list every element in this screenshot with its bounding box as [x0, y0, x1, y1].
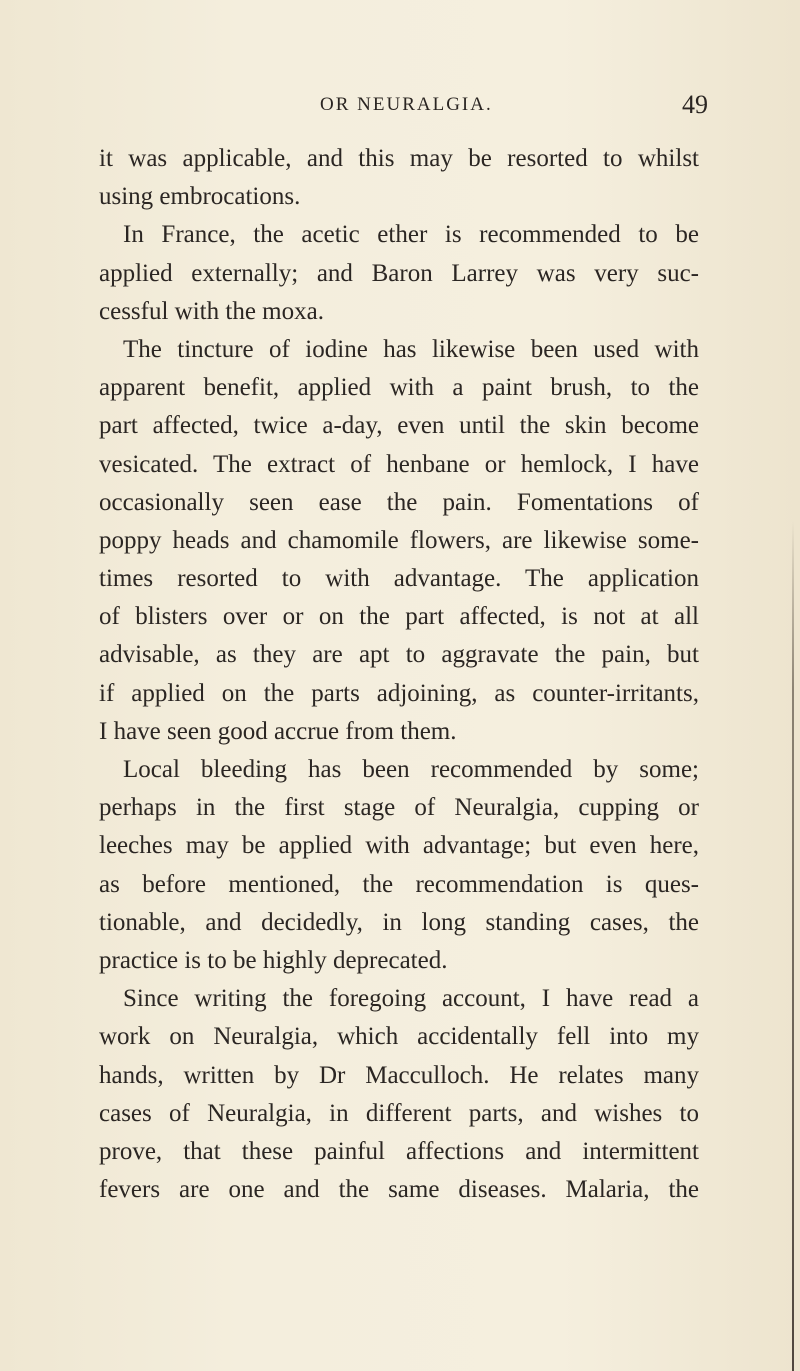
text-line: Local bleeding has been recommended by some;	[123, 756, 699, 783]
text-line: In France, the acetic ether is recommended to be	[123, 221, 699, 249]
text-line: of blisters over or on the part affected, is not at all	[99, 603, 699, 631]
running-head: OR NEURALGIA.	[320, 94, 493, 115]
page-number: 49	[682, 90, 708, 119]
text-line: it was applicable, and this may be resorted to whilst	[99, 145, 699, 172]
page-edge-shadow	[792, 520, 794, 1371]
text-line: perhaps in the first stage of Neuralgia, cupping or	[99, 794, 699, 822]
text-line: tionable, and decidedly, in long standing cases, the	[99, 908, 699, 936]
page-header	[0, 90, 800, 124]
text-line: occasionally seen ease the pain. Fomentations of	[99, 488, 699, 516]
text-line: leeches may be applied with advantage; but even here,	[99, 832, 699, 860]
text-line: applied externally; and Baron Larrey was very suc-	[99, 259, 699, 287]
text-line: fevers are one and the same diseases. Malaria, the	[99, 1176, 699, 1204]
text-line: work on Neuralgia, which accidentally fell into my	[99, 1023, 699, 1051]
text-line: using embrocations.	[99, 183, 301, 211]
text-line: poppy heads and chamomile flowers, are likewise some-	[99, 526, 699, 554]
text-line: Since writing the foregoing account, I have read a	[123, 985, 699, 1013]
text-line: as before mentioned, the recommendation is ques-	[99, 870, 699, 898]
body-text	[99, 140, 699, 1209]
text-line: advisable, as they are apt to aggravate the pain, but	[99, 641, 699, 669]
text-line: prove, that these painful affections and intermittent	[99, 1137, 699, 1165]
text-line: apparent benefit, applied with a paint brush, to the	[99, 374, 699, 402]
text-line: I have seen good accrue from them.	[99, 717, 457, 745]
text-line: part affected, twice a-day, even until the skin become	[99, 412, 699, 440]
text-line: cessful with the moxa.	[99, 297, 324, 325]
text-line: hands, written by Dr Macculloch. He relates many	[99, 1061, 699, 1089]
text-line: practice is to be highly deprecated.	[99, 946, 448, 974]
text-line: cases of Neuralgia, in different parts, and wishes to	[99, 1099, 699, 1127]
text-line: times resorted to with advantage. The application	[99, 565, 699, 593]
text-line: if applied on the parts adjoining, as counter-irritants,	[99, 679, 699, 707]
text-line: The tincture of iodine has likewise been used with	[123, 335, 699, 363]
text-line: vesicated. The extract of henbane or hemlock, I have	[99, 450, 699, 478]
